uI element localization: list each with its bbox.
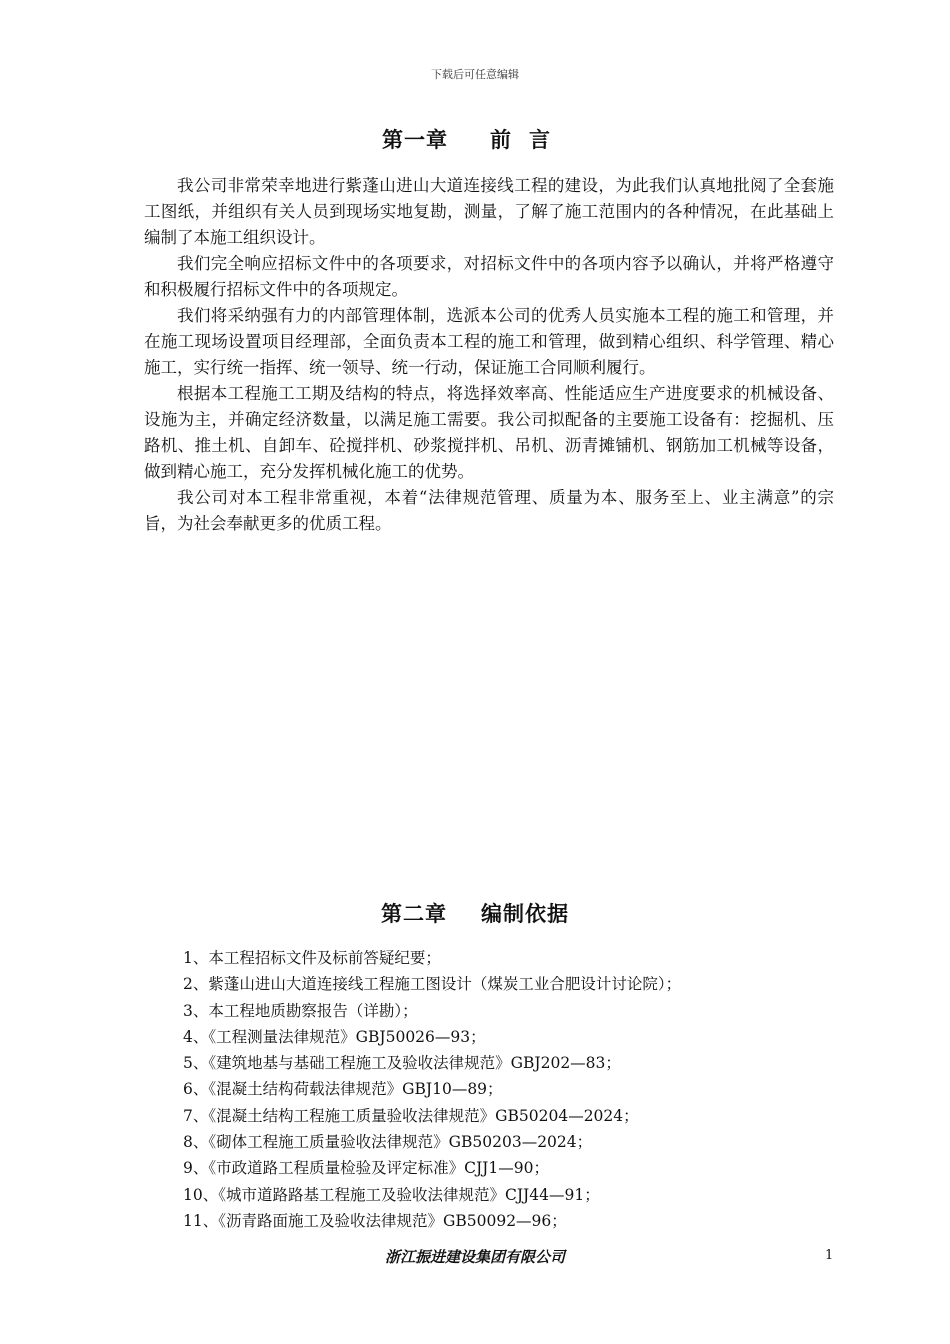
list-item: 10、《城市道路路基工程施工及验收法律规范》CJJ44—91；: [183, 1185, 600, 1204]
list-item: 5、《建筑地基与基础工程施工及验收法律规范》GBJ202—83；: [183, 1054, 621, 1073]
chapter-1-number: 第一章: [382, 127, 448, 152]
reference-list: [183, 945, 843, 1234]
footer-company-name: 浙江振进建设集团有限公司: [384, 1248, 565, 1266]
list-item: 11、《沥青路面施工及验收法律规范》GB50092—96；: [183, 1211, 567, 1230]
list-item: 2、紫蓬山进山大道连接线工程施工图设计（煤炭工业合肥设计讨论院）；: [183, 975, 682, 994]
chapter-2-number: 第二章: [381, 901, 447, 926]
paragraph: 我们完全响应招标文件中的各项要求，对招标文件中的各项内容予以确认，并将严格遵守和积极履行招标文件中的各项规定。: [144, 254, 834, 299]
list-item: 1、本工程招标文件及标前答疑纪要；: [183, 949, 441, 967]
paragraph: 根据本工程施工工期及结构的特点，将选择效率高、性能适应生产进度要求的机械设备、设施为主，并确定经济数量，以满足施工需要。我公司拟配备的主要施工设备有：挖掘机、压路机、推土机、自卸车、砼搅拌机、砂浆搅拌机、吊机、沥青摊铺机、钢筋加工机械等设备，做到精心施工，充分发挥机械化施工的优势。: [144, 384, 834, 481]
list-item: 6、《混凝土结构荷载法律规范》GBJ10—89；: [183, 1080, 503, 1099]
chapter-2-title: [0, 898, 950, 928]
chapter-2-name: 编制依据: [481, 901, 569, 926]
paragraph: 我公司非常荣幸地进行紫蓬山进山大道连接线工程的建设，为此我们认真地批阅了全套施工图纸，并组织有关人员到现场实地复勘，测量，了解了施工范围内的各种情况，在此基础上编制了本施工组织设计。: [144, 176, 834, 247]
page-number: 1: [825, 1248, 834, 1263]
list-item: 9、《市政道路工程质量检验及评定标准》CJJ1—90；: [183, 1159, 549, 1178]
list-item: 3、本工程地质勘察报告（详勘）；: [183, 1001, 418, 1020]
paragraph: 我们将采纳强有力的内部管理体制，选派本公司的优秀人员实施本工程的施工和管理，并在施工现场设置项目经理部，全面负责本工程的施工和管理，做到精心组织、科学管理、精心施工，实行统一指挥、统一领导、统一行动，保证施工合同顺利履行。: [144, 306, 834, 377]
list-item: 4、《工程测量法律规范》GBJ50026—93；: [183, 1027, 486, 1046]
chapter-1-title: [0, 124, 950, 154]
paragraph: 我公司对本工程非常重视，本着“法律规范管理、质量为本、服务至上、业主满意”的宗旨，为社会奉献更多的优质工程。: [144, 488, 834, 533]
page-header-note: 下载后可任意编辑: [431, 68, 519, 81]
chapter-1-body: [144, 173, 834, 537]
list-item: 7、《混凝土结构工程施工质量验收法律规范》GB50204—2024；: [183, 1106, 639, 1125]
chapter-1-name: 前言: [490, 127, 568, 152]
list-item: 8、《砌体工程施工质量验收法律规范》GB50203—2024；: [183, 1133, 593, 1152]
